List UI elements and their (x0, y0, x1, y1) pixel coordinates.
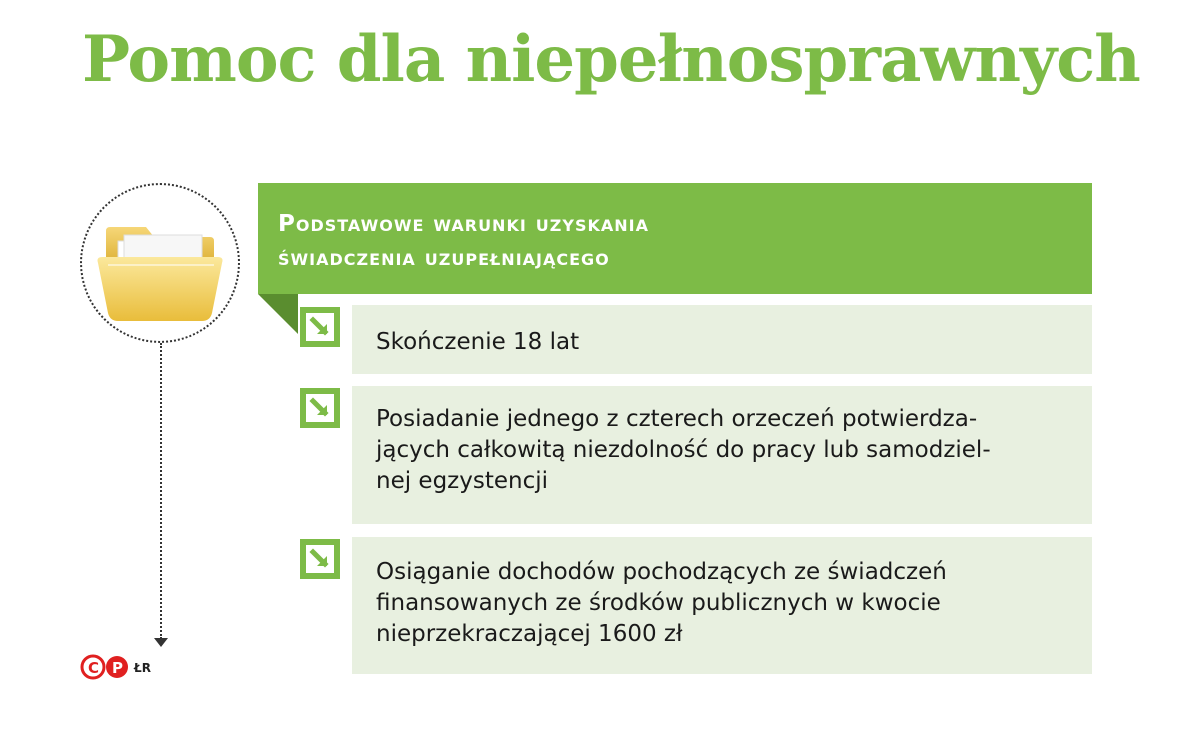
arrow-down-right-icon (306, 545, 334, 573)
section-header-text (278, 207, 649, 275)
item-line: nieprzekraczającej 1600 zł (376, 621, 683, 647)
list-marker (300, 307, 340, 347)
list-marker (300, 539, 340, 579)
timeline-line (160, 343, 162, 639)
item-line: Osiąganie dochodów pochodzących ze świadczeń (376, 559, 947, 585)
folder-circle (80, 183, 240, 343)
folder-icon (88, 201, 232, 325)
item-line: finansowanych ze środków publicznych w kwocie (376, 590, 941, 616)
list-item (352, 386, 1092, 524)
item-line: Posiadanie jednego z czterech orzeczeń potwierdza- (376, 406, 978, 432)
header-fold (258, 294, 298, 334)
timeline-arrowhead (154, 638, 168, 647)
header-line: świadczenia uzupełniającego (278, 245, 610, 271)
logo-letter-p: P (112, 659, 123, 677)
item-line: jących całkowitą niezdolność do pracy lub samodziel- (376, 437, 991, 463)
list-marker (300, 388, 340, 428)
item-line: Skończenie 18 lat (376, 329, 580, 355)
publisher-logo (80, 654, 132, 680)
item-line: nej egzystencji (376, 468, 549, 494)
list-item (352, 537, 1092, 674)
arrow-down-right-icon (306, 394, 334, 422)
header-line: Podstawowe warunki uzyskania (278, 211, 650, 237)
section-header (258, 183, 1092, 294)
logo-letter-c: C (88, 659, 100, 677)
arrow-down-right-icon (306, 313, 334, 341)
author-credit: ŁR (134, 661, 151, 675)
list-item (352, 305, 1092, 374)
page-title: Pomoc dla niepełnosprawnych (82, 22, 1140, 97)
